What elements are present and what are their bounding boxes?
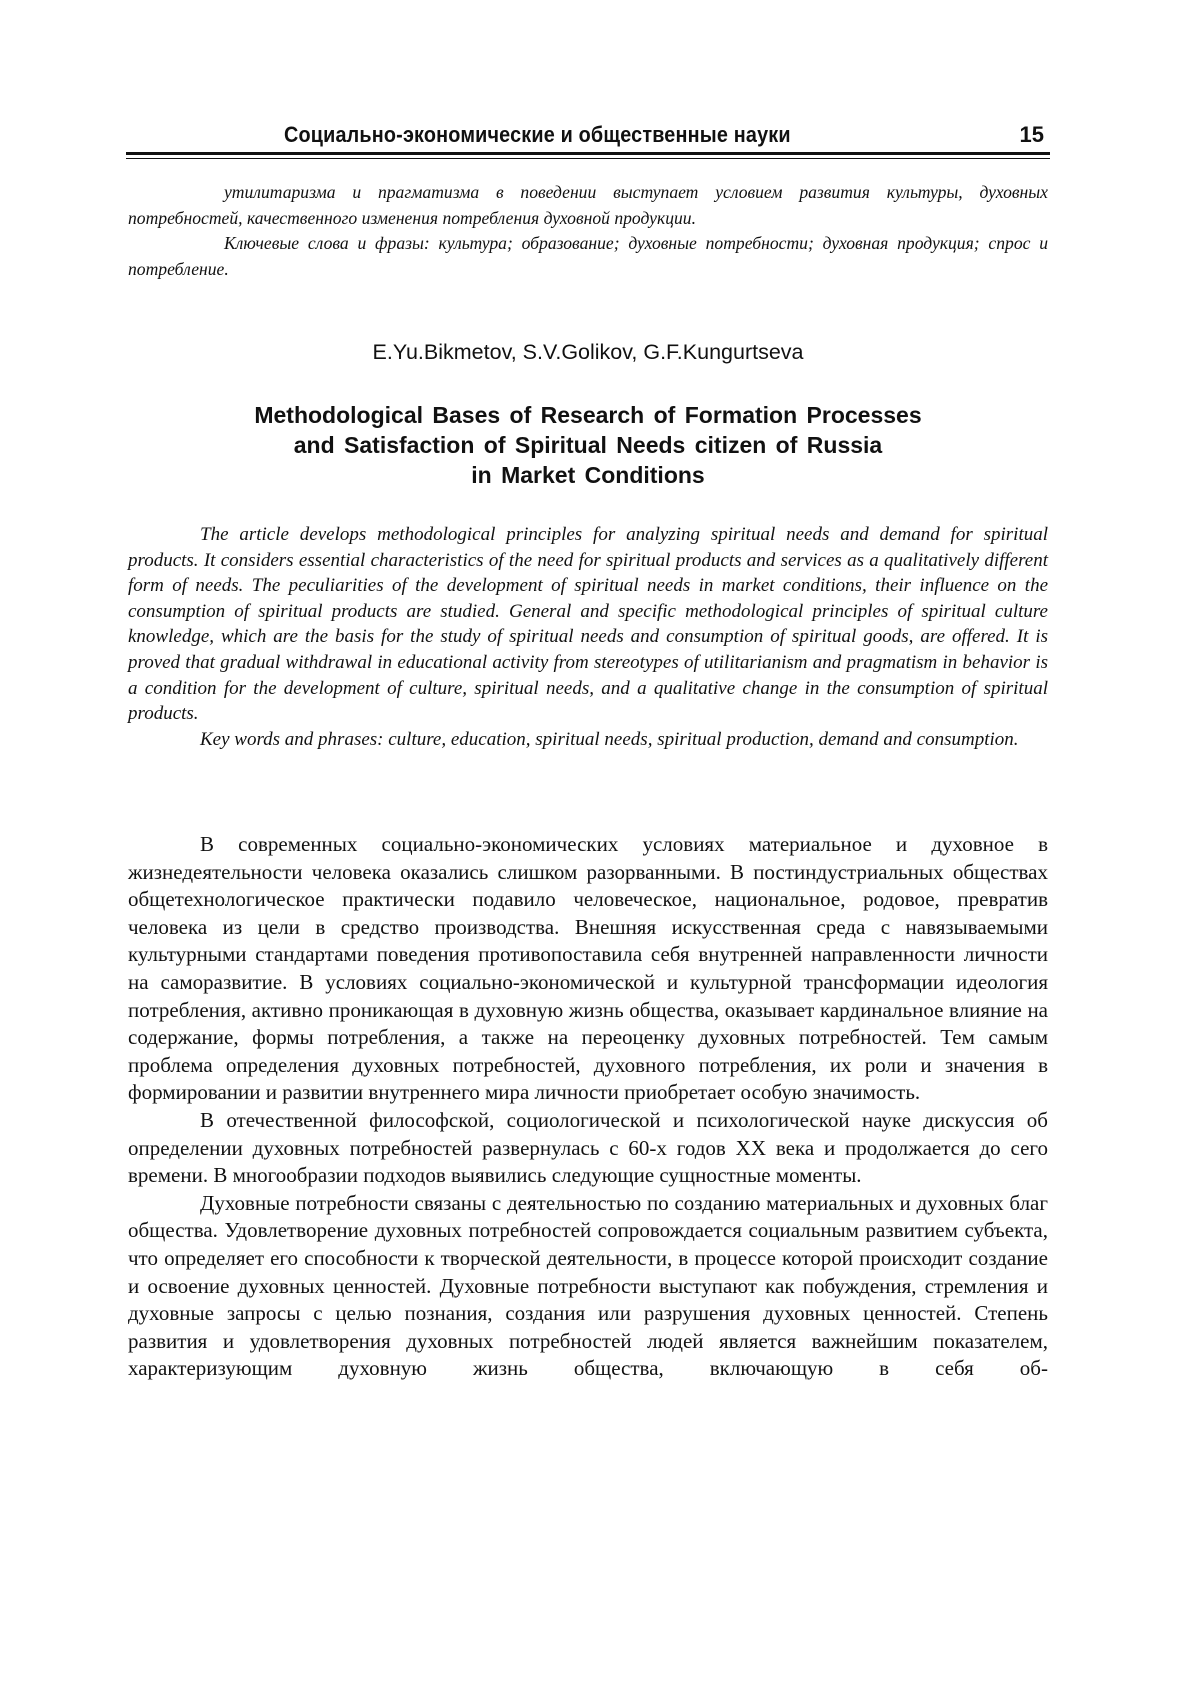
header-rule-thick: [126, 152, 1050, 155]
article-title-line: and Satisfaction of Spiritual Needs citizen of Russia: [293, 432, 883, 458]
article-title: [128, 400, 1048, 490]
running-head: [128, 122, 1050, 154]
article-title-line: in Market Conditions: [471, 462, 705, 488]
header-rule-thin: [126, 158, 1050, 159]
russian-abstract-text: утилитаризма и прагматизма в поведении выступает условием развития культуры, духовных потребностей, качественного изменения потребления духовной продукции.: [128, 182, 1048, 228]
english-abstract: [128, 522, 1048, 752]
section-title: Социально-экономические и общественные науки: [284, 122, 791, 147]
english-abstract-text: The article develops methodological principles for analyzing spiritual needs and demand for spiritual products. It considers essential characteristics of the need for spiritual products and services as a qualitatively different form of needs. The peculiarities of the development of spiritual needs in market conditions, their influence on the consumption of spiritual products are studied. General and specific methodological principles of spiritual culture knowledge, which are the basis for the study of spiritual needs and consumption of spiritual goods, are offered. It is proved that gradual withdrawal in educational activity from stereotypes of utilitarianism and pragmatism in behavior is a condition for the development of culture, spiritual needs, and a qualitative change in the consumption of spiritual products.: [128, 524, 1048, 725]
body-paragraph: Духовные потребности связаны с деятельностью по созданию материальных и духовных благ общества. Удовлетворение духовных потребностей сопровождается социальным развитием субъекта, что определяет его способности к творческой деятельности, в процессе которой происходит создание и освоение духовных ценностей. Духовные потребности выступают как побуждения, стремления и духовные запросы с целью познания, создания или разрушения духовных ценностей. Степень развития и удовлетворения духовных потребностей людей является важнейшим показателем, характеризующим духовную жизнь общества, включающую в себя об-: [128, 1190, 1048, 1381]
russian-keywords: Ключевые слова и фразы: культура; образование; духовные потребности; духовная продукция; спрос и потребление.: [128, 233, 1048, 279]
english-keywords: Key words and phrases: culture, education, spiritual needs, spiritual production, demand and consumption.: [200, 728, 1019, 750]
russian-abstract-tail: [128, 180, 1048, 282]
article-authors: E.Yu.Bikmetov, S.V.Golikov, G.F.Kungurtseva: [372, 340, 804, 364]
article-title-line: Methodological Bases of Research of Formation Processes: [254, 402, 922, 428]
page-number: 15: [1019, 122, 1044, 147]
body-paragraph: В современных социально-экономических условиях материальное и духовное в жизнедеятельности человека оказались слишком разорванными. В постиндустриальных обществах общетехнологическое практически подавило человеческое, национальное, родовое, превратив человека из цели в средство производства. Внешняя искусственная среда с навязываемыми культурными стандартами поведения противопоставила себя внутренней направленности личности на саморазвитие. В условиях социально-экономической и культурной трансформации идеология потребления, активно проникающая в духовную жизнь общества, оказывает кардинальное влияние на содержание, формы потребления, а также на переоценку духовных потребностей. Тем самым проблема определения духовных потребностей, духовного потребления, их роли и значения в формировании и развитии внутреннего мира личности приобретает особую значимость.: [128, 832, 1048, 1105]
body-paragraph: В отечественной философской, социологической и психологической науке дискуссия об определении духовных потребностей развернулась с 60-х годов XX века и продолжается до сего времени. В многообразии подходов выявились следующие сущностные моменты.: [128, 1107, 1048, 1188]
article-body: [128, 831, 1048, 1383]
